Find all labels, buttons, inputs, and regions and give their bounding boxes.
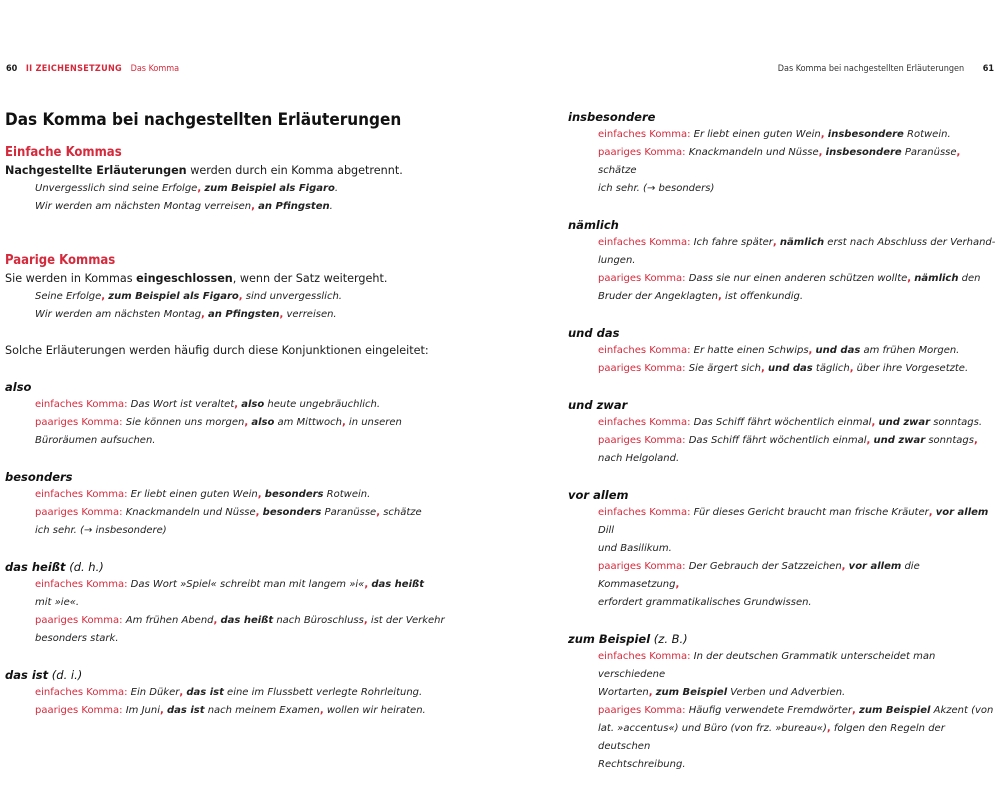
term-und-das: und das <box>568 326 620 340</box>
intro-conjunctions: Solche Erläuterungen werden häufig durch diese Konjunktionen eingeleitet: <box>5 344 429 357</box>
term-zum-beispiel: zum Beispiel (z. B.) <box>568 632 688 646</box>
example-vor-allem-simple: einfaches Komma: Für dieses Gericht braucht man frische Kräuter, vor allem Dill und Basilikum. <box>598 507 989 554</box>
term-naemlich: nämlich <box>568 218 619 232</box>
example-insbesondere-simple: einfaches Komma: Er liebt einen guten Wein, insbesondere Rotwein. <box>598 129 951 140</box>
example-vor-allem-paired: paariges Komma: Der Gebrauch der Satzzeichen, vor allem die Kommasetzung, erfordert grammatikalisches Grundwissen. <box>598 561 920 608</box>
right-page <box>500 0 1000 800</box>
example-simple-2: Wir werden am nächsten Montag verreisen, an Pfingsten. <box>35 201 333 212</box>
example-und-zwar-simple: einfaches Komma: Das Schiff fährt wöchentlich einmal, und zwar sonntags. <box>598 417 983 428</box>
term-das-heisst: das heißt (d. h.) <box>5 560 104 574</box>
term-das-ist: das ist (d. i.) <box>5 668 83 682</box>
example-besonders-simple: einfaches Komma: Er liebt einen guten Wein, besonders Rotwein. <box>35 489 371 500</box>
example-paired-2: Wir werden am nächsten Montag, an Pfingsten, verreisen. <box>35 309 337 320</box>
right-content <box>568 108 998 774</box>
example-und-das-simple: einfaches Komma: Er hatte einen Schwips, und das am frühen Morgen. <box>598 345 960 356</box>
example-das-ist-paired: paariges Komma: Im Juni, das ist nach meinem Examen, wollen wir heiraten. <box>35 705 426 716</box>
example-also-paired: paariges Komma: Sie können uns morgen, also am Mittwoch, in unseren Büroräumen aufsuchen. <box>35 417 402 446</box>
example-paired-1: Seine Erfolge, zum Beispiel als Figaro, sind unvergesslich. <box>35 291 342 302</box>
chapter-label: II ZEICHENSETZUNG <box>25 64 122 74</box>
page-number-right: 61 <box>982 64 994 74</box>
example-und-zwar-paired: paariges Komma: Das Schiff fährt wöchentlich einmal, und zwar sonntags, nach Helgoland. <box>598 435 978 464</box>
example-das-ist-simple: einfaches Komma: Ein Düker, das ist eine im Flussbett verlegte Rohrleitung. <box>35 687 423 698</box>
example-naemlich-simple: einfaches Komma: Ich fahre später, nämlich erst nach Abschluss der Verhand- lungen. <box>598 237 996 266</box>
rule-paired: Sie werden in Kommas eingeschlossen, wenn der Satz weitergeht. <box>5 272 388 285</box>
example-naemlich-paired: paariges Komma: Dass sie nur einen anderen schützen wollte, nämlich den Bruder der Angeklagten, ist offenkundig. <box>598 273 981 302</box>
example-zum-beispiel-paired: paariges Komma: Häufig verwendete Fremdwörter, zum Beispiel Akzent (von lat. »accentus«) und Büro (von frz. »bureau«), folgen den Regeln der deutschen Rechtschreibung. <box>598 705 994 770</box>
heading-simple-commas: Einfache Kommas <box>5 145 122 160</box>
term-vor-allem: vor allem <box>568 488 629 502</box>
term-also: also <box>5 380 32 394</box>
heading-paired-commas: Paarige Kommas <box>5 253 116 268</box>
page-number-left: 60 <box>6 64 18 74</box>
left-content <box>5 108 475 720</box>
example-besonders-paired: paariges Komma: Knackmandeln und Nüsse, besonders Paranüsse, schätze ich sehr. (→ insbesondere) <box>35 507 422 536</box>
example-also-simple: einfaches Komma: Das Wort ist veraltet, also heute ungebräuchlich. <box>35 399 381 410</box>
term-insbesondere: insbesondere <box>568 110 656 124</box>
example-simple-1: Unvergesslich sind seine Erfolge, zum Beispiel als Figaro. <box>35 183 339 194</box>
running-head-right <box>778 63 994 75</box>
example-das-heisst-paired: paariges Komma: Am frühen Abend, das heißt nach Büroschluss, ist der Verkehr besonders stark. <box>35 615 445 644</box>
example-insbesondere-paired: paariges Komma: Knackmandeln und Nüsse, insbesondere Paranüsse, schätze ich sehr. (→ besonders) <box>598 147 961 194</box>
example-das-heisst-simple: einfaches Komma: Das Wort »Spiel« schreibt man mit langem »i«, das heißt mit »ie«. <box>35 579 424 608</box>
rule-simple: Nachgestellte Erläuterungen werden durch ein Komma abgetrennt. <box>5 164 403 177</box>
page-title: Das Komma bei nachgestellten Erläuterungen <box>5 110 402 130</box>
running-title: Das Komma bei nachgestellten Erläuterungen <box>777 64 965 74</box>
example-und-das-paired: paariges Komma: Sie ärgert sich, und das täglich, über ihre Vorgesetzte. <box>598 363 969 374</box>
example-zum-beispiel-simple: einfaches Komma: In der deutschen Grammatik unterscheidet man verschiedene Wortarten, zum Beispiel Verben und Adverbien. <box>598 651 936 698</box>
term-besonders: besonders <box>5 470 73 484</box>
running-head-left <box>6 63 179 75</box>
section-label: Das Komma <box>130 64 180 74</box>
term-und-zwar: und zwar <box>568 398 628 412</box>
